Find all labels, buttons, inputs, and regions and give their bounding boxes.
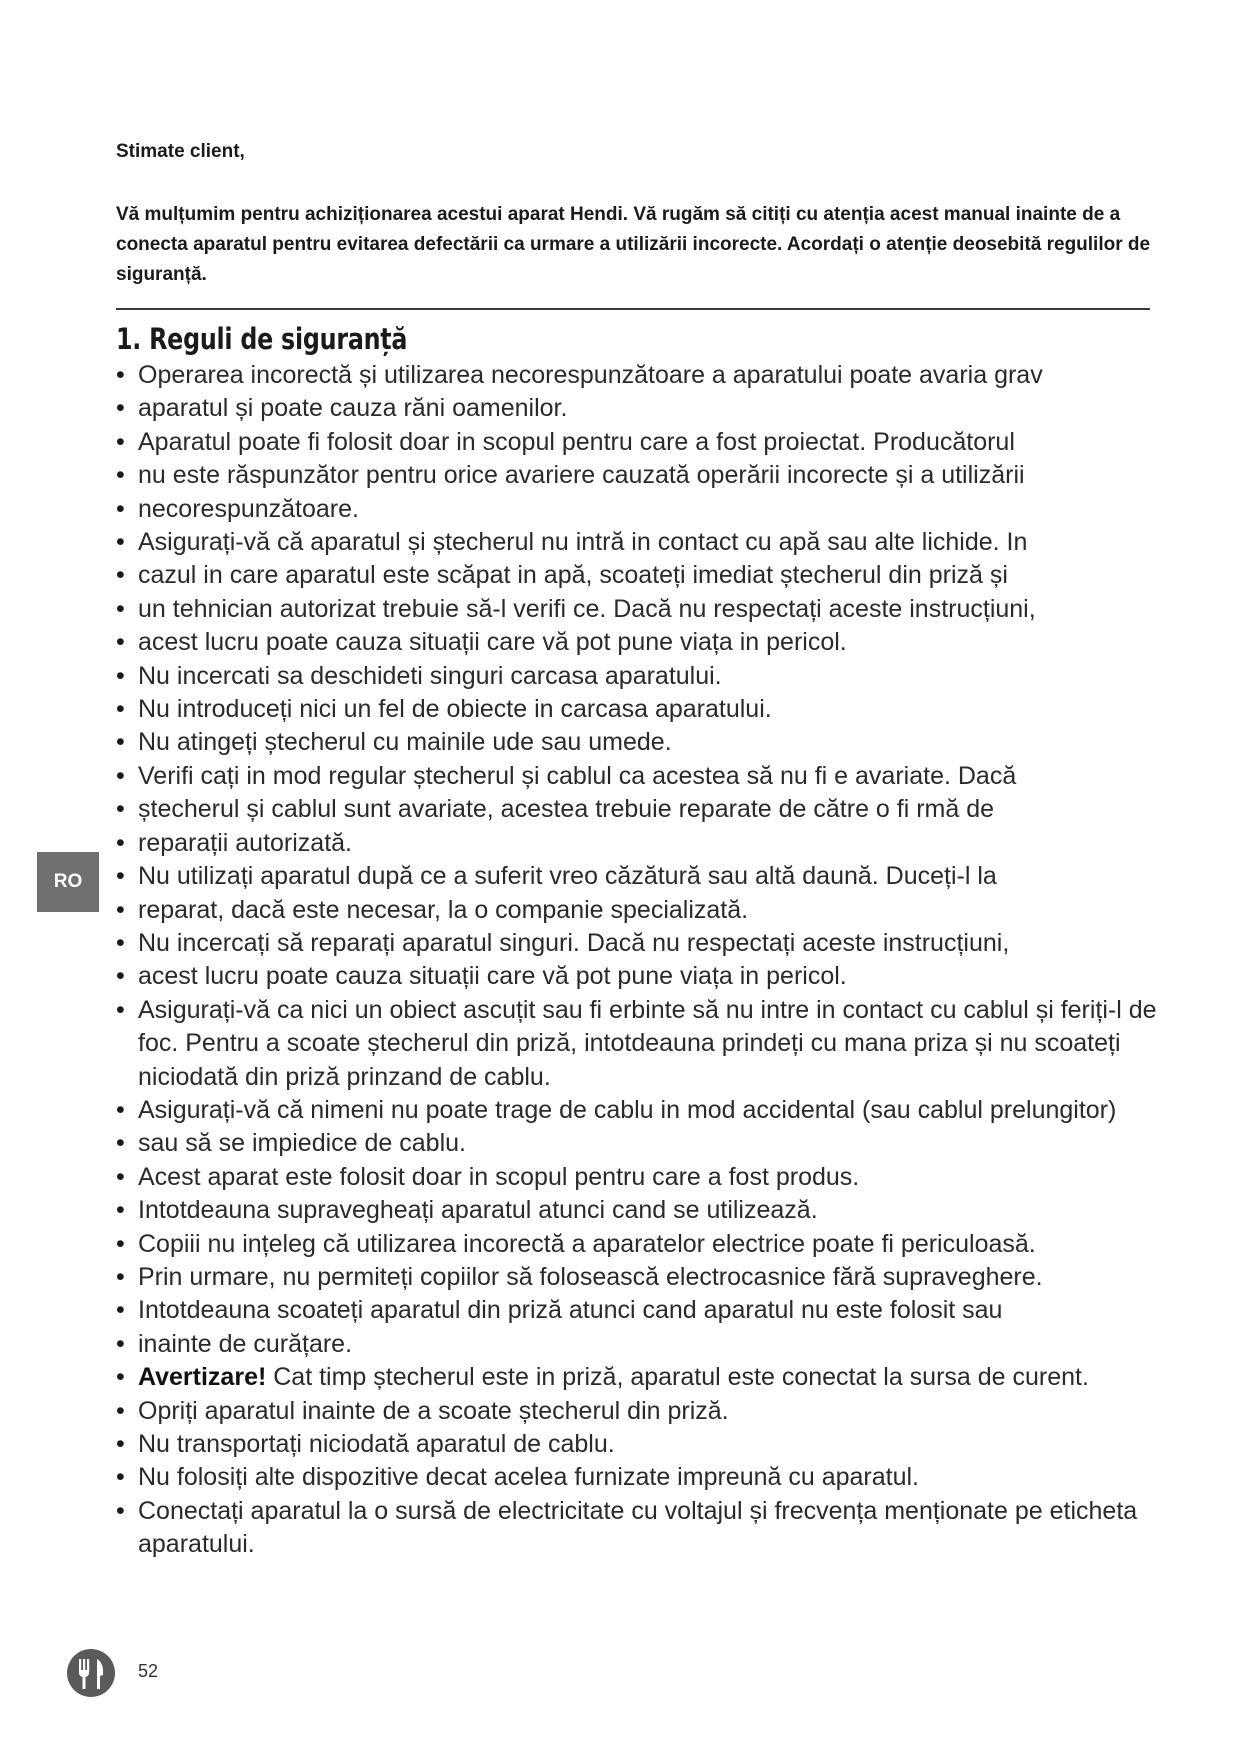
rule-item: • ștecherul și cablul sunt avariate, acestea trebuie reparate de către o fi rmă de [116, 793, 1166, 826]
rule-item: • Intotdeauna supravegheați aparatul atunci cand se utilizează. [116, 1194, 1166, 1227]
page-number: 52 [138, 1661, 159, 1681]
rule-item: • un tehnician autorizat trebuie să-l verifi ce. Dacă nu respectați aceste instrucțiuni, [116, 593, 1166, 626]
rule-item: • Acest aparat este folosit doar in scopul pentru care a fost produs. [116, 1161, 1166, 1194]
rule-item: • Intotdeauna scoateți aparatul din priză atunci cand aparatul nu este folosit sau [116, 1294, 1166, 1327]
rule-item: • inainte de curățare. [116, 1328, 1166, 1361]
rule-item: • Nu introduceți nici un fel de obiecte in carcasa aparatului. [116, 693, 1166, 726]
section-title: 1. Reguli de siguranță [116, 322, 408, 356]
rule-item: • Asigurați-vă că nimeni nu poate trage de cablu in mod accidental (sau cablul prelungitor) [116, 1094, 1166, 1127]
intro-paragraph: Vă mulțumim pentru achiziționarea acestui aparat Hendi. Vă rugăm să citiți cu atenția acest manual inainte de a conecta aparatul pentru evitarea defectării ca urmare a utilizării incorecte. Acordați o atenție deosebită regulilor de siguranță. [116, 204, 1151, 285]
rule-item: • acest lucru poate cauza situații care vă pot pune viața in pericol. [116, 960, 1166, 993]
rule-item: • nu este răspunzător pentru orice avariere cauzată operării incorecte și a utilizării [116, 459, 1166, 492]
rule-item: • Nu incercati sa deschideti singuri carcasa aparatului. [116, 660, 1166, 693]
rule-item: • Nu incercați să reparați aparatul singuri. Dacă nu respectați aceste instrucțiuni, [116, 927, 1166, 960]
rule-item: • Operarea incorectă și utilizarea necorespunzătoare a aparatului poate avaria grav [116, 359, 1166, 392]
rule-item: • Verifi cați in mod regular ștecherul și cablul ca acestea să nu fi e avariate. Dacă [116, 760, 1166, 793]
rule-item: • sau să se impiedice de cablu. [116, 1127, 1166, 1160]
rule-item: • Conectați aparatul la o sursă de electricitate cu voltajul și frecvența menționate pe eticheta aparatului. [116, 1495, 1166, 1562]
safety-rules-list [116, 359, 1166, 1562]
rule-item: • Opriți aparatul inainte de a scoate ștecherul din priză. [116, 1395, 1166, 1428]
rule-item: • Asigurați-vă că aparatul și ștecherul nu intră in contact cu apă sau alte lichide. In [116, 526, 1166, 559]
rule-item: • acest lucru poate cauza situații care vă pot pune viața in pericol. [116, 626, 1166, 659]
rule-item: • Copiii nu ințeleg că utilizarea incorectă a aparatelor electrice poate fi periculoasă. [116, 1228, 1166, 1261]
rule-item: • reparat, dacă este necesar, la o companie specializată. [116, 894, 1166, 927]
warning-rule-item [116, 1361, 1166, 1394]
rule-item: • Nu atingeți ștecherul cu mainile ude sau umede. [116, 726, 1166, 759]
rule-item: • Nu folosiți alte dispozitive decat acelea furnizate impreună cu aparatul. [116, 1461, 1166, 1494]
rule-item: • Asigurați-vă ca nici un obiect ascuțit sau fi erbinte să nu intre in contact cu cablul și feriți-l de foc. Pentru a scoate ștecherul din priză, intotdeauna prindeți cu mana priza și nu scoateți niciodată din priză prinzand de cablu. [116, 994, 1166, 1094]
language-tab: RO [37, 852, 99, 912]
rule-item: • necorespunzătoare. [116, 493, 1166, 526]
rule-item: • aparatul și poate cauza răni oamenilor. [116, 392, 1166, 425]
cutlery-logo-icon [66, 1648, 116, 1698]
greeting: Stimate client, [116, 141, 245, 162]
rule-item: • reparații autorizată. [116, 827, 1166, 860]
rule-item: • cazul in care aparatul este scăpat in apă, scoateți imediat ștecherul din priză și [116, 559, 1166, 592]
rule-item: • Aparatul poate fi folosit doar in scopul pentru care a fost proiectat. Producătorul [116, 426, 1166, 459]
warning-label: Avertizare! [138, 1363, 267, 1392]
rule-item: • Nu utilizați aparatul după ce a suferit vreo căzătură sau altă daună. Duceți-l la [116, 860, 1166, 893]
section-divider [116, 308, 1150, 310]
rule-item: • Prin urmare, nu permiteți copiilor să folosească electrocasnice fără supraveghere. [116, 1261, 1166, 1294]
rule-item: • Nu transportați niciodată aparatul de cablu. [116, 1428, 1166, 1461]
warning-text: Cat timp ștecherul este in priză, aparatul este conectat la sursa de curent. [266, 1363, 1089, 1392]
